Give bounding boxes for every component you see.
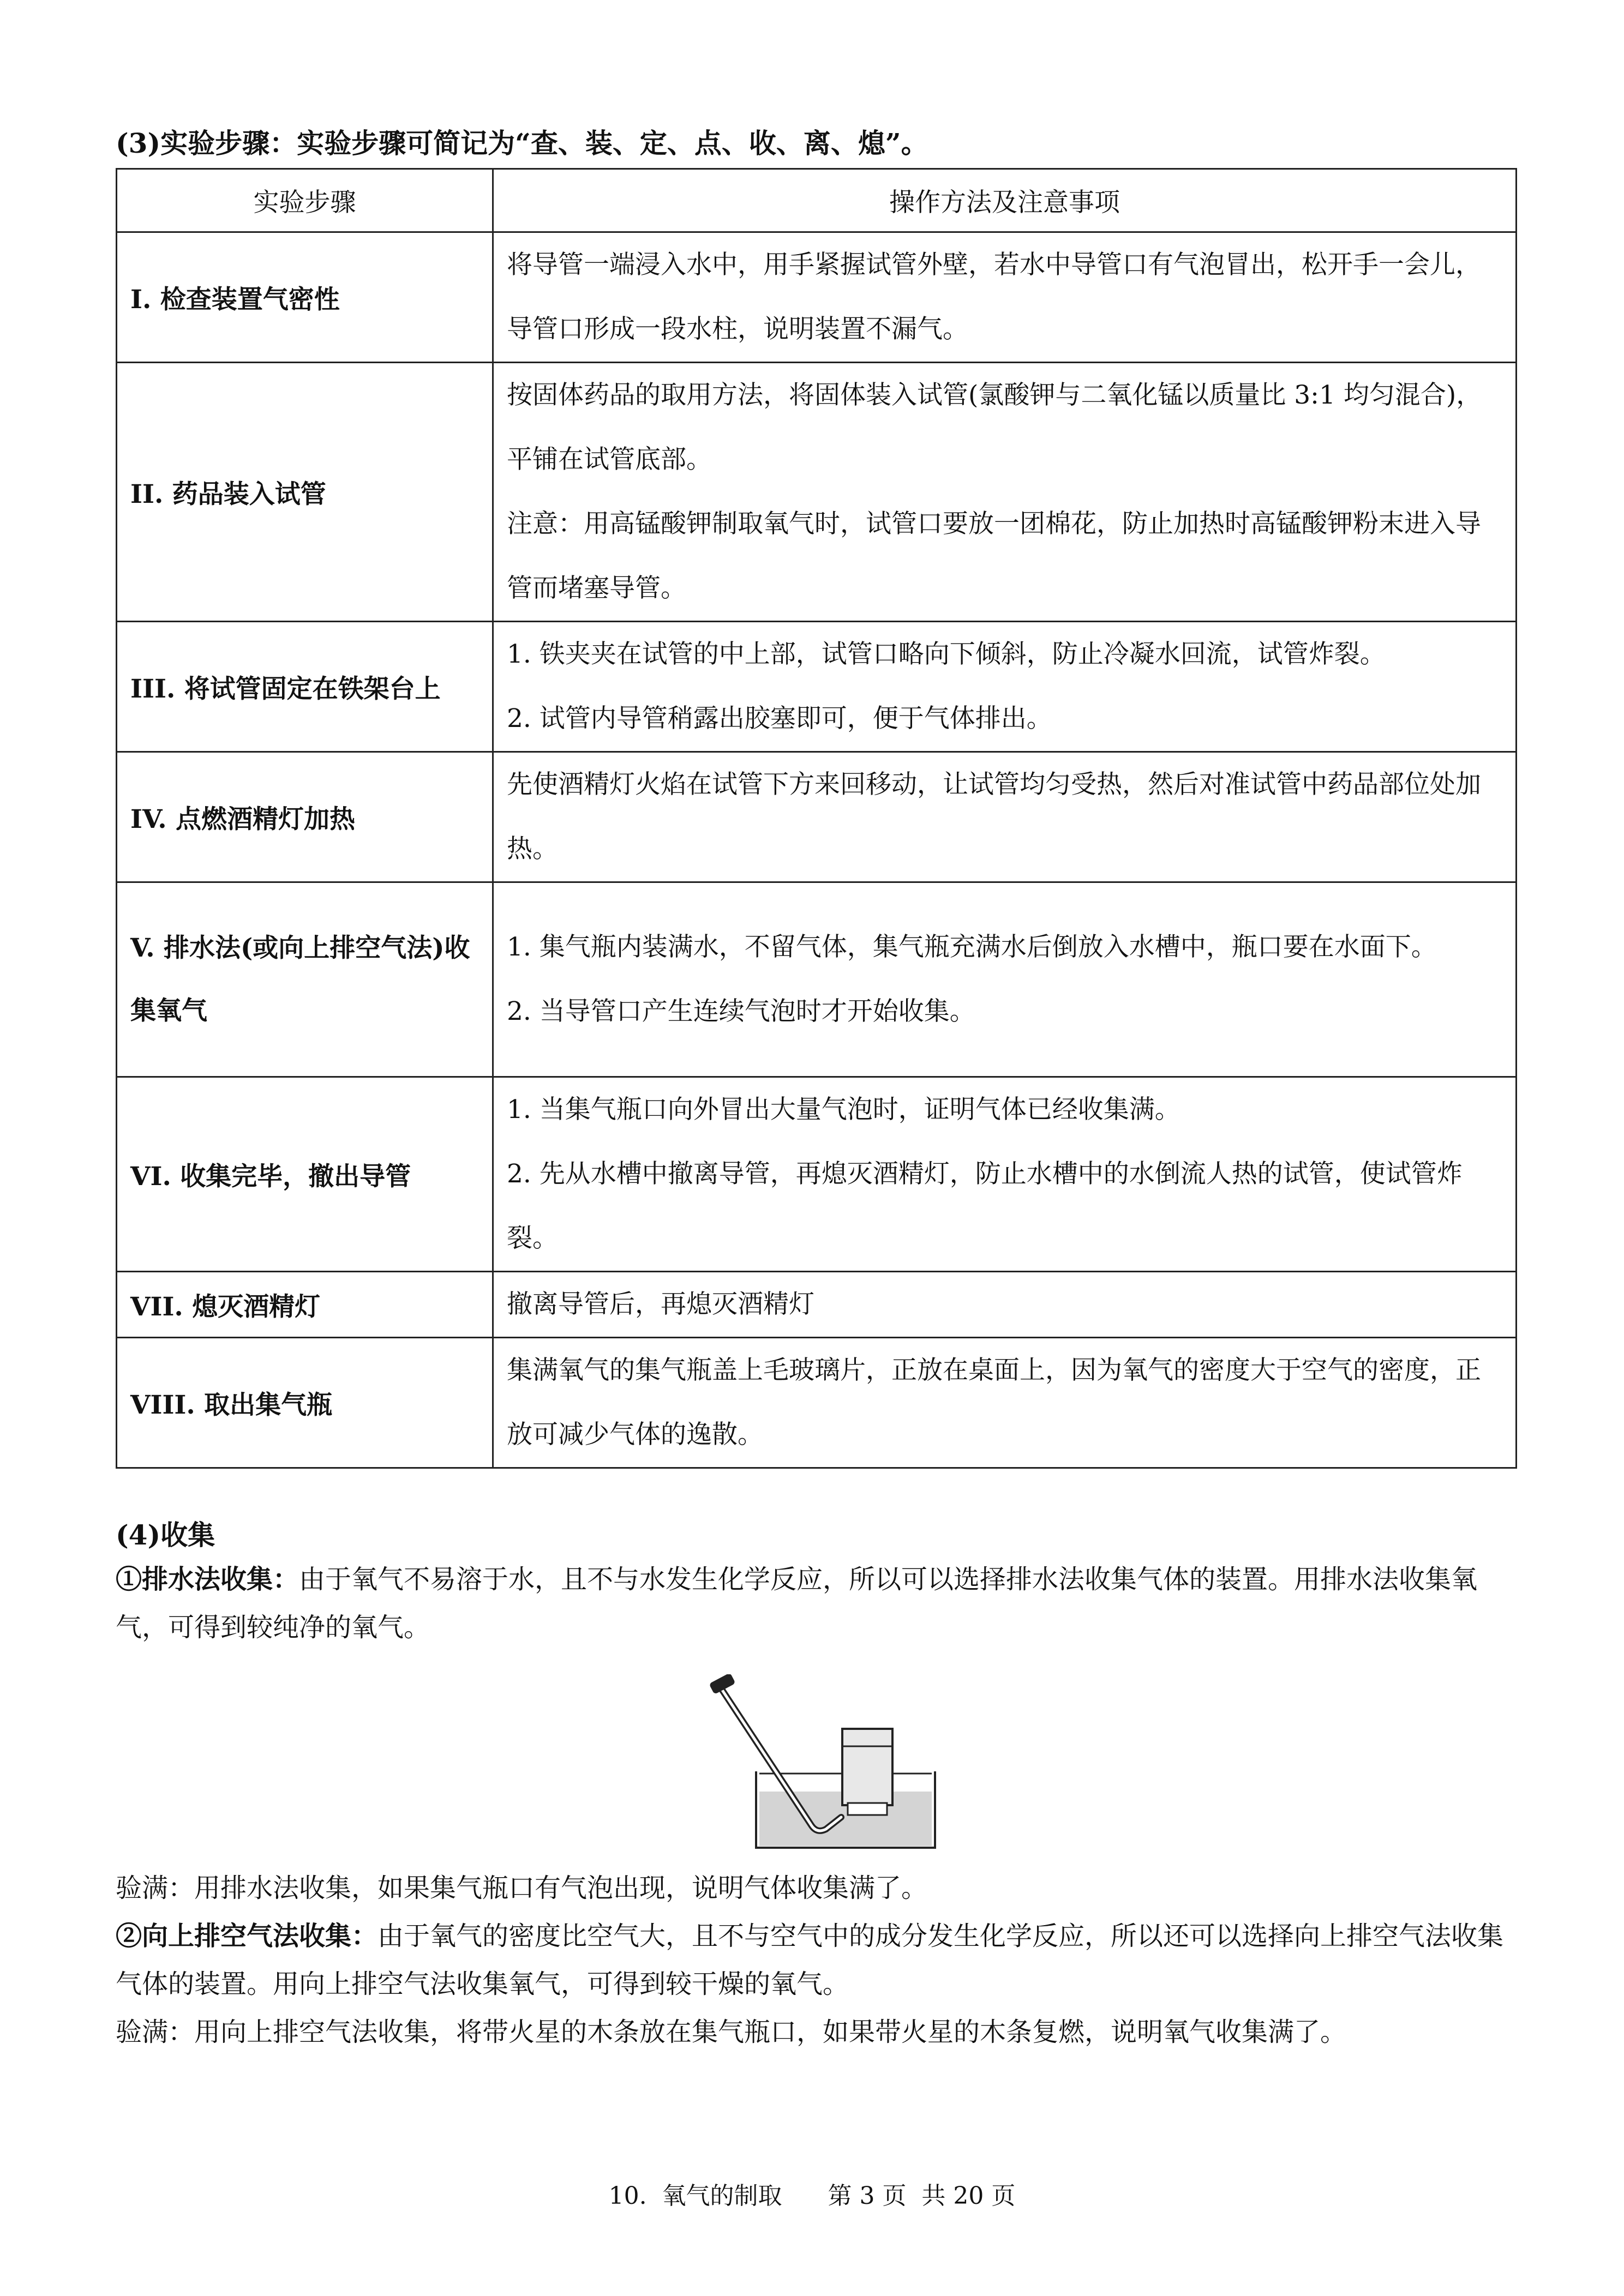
table-header-row (117, 169, 1517, 232)
step-name: I. 检查装置气密性 (117, 232, 493, 363)
table-row (117, 232, 1517, 363)
note-line: 2. 试管内导管稍露出胶塞即可，便于气体排出。 (507, 704, 1052, 734)
section4-title: (4)收集 (116, 1519, 215, 1551)
note-line: 注意：用高锰酸钾制取氧气时，试管口要放一团棉花，防止加热时高锰酸钾粉末进入导管而堵塞导管。 (507, 509, 1481, 603)
steps-table (116, 168, 1517, 1469)
note-line: 将导管一端浸入水中，用手紧握试管外壁，若水中导管口有气泡冒出，松开手一会儿，导管口形成一段水柱，说明装置不漏气。 (507, 250, 1481, 344)
table-row (117, 1338, 1517, 1468)
header-notes: 操作方法及注意事项 (493, 169, 1517, 232)
table-row (117, 1077, 1517, 1272)
table-row (117, 882, 1517, 1077)
table-row (117, 752, 1517, 882)
table-row (117, 363, 1517, 622)
note-line: 1. 当集气瓶口向外冒出大量气泡时，证明气体已经收集满。 (507, 1095, 1180, 1125)
table-row (117, 1272, 1517, 1338)
water-method-check: 验满：用排水法收集，如果集气瓶口有气泡出现，说明气体收集满了。 (116, 1873, 928, 1903)
step-name: IV. 点燃酒精灯加热 (117, 752, 493, 882)
step-name: II. 药品装入试管 (117, 363, 493, 622)
water-displacement-apparatus-figure (709, 1674, 949, 1854)
note-line: 2. 当导管口产生连续气泡时才开始收集。 (507, 996, 975, 1026)
gas-collecting-bottle (842, 1729, 892, 1805)
water-method-paragraph (116, 1555, 1512, 1651)
water-method-lead: ①排水法收集： (116, 1564, 299, 1595)
step-notes (493, 622, 1517, 752)
step-name: VI. 收集完毕，撤出导管 (117, 1077, 493, 1272)
step-notes (493, 1077, 1517, 1272)
note-line: 集满氧气的集气瓶盖上毛玻璃片，正放在桌面上，因为氧气的密度大于空气的密度，正放可减少气体的逸散。 (507, 1355, 1481, 1450)
section3-title: (3)实验步骤：实验步骤可简记为“查、装、定、点、收、离、熄”。 (116, 127, 928, 159)
note-line: 2. 先从水槽中撤离导管，再熄灭酒精灯，防止水槽中的水倒流人热的试管，使试管炸裂。 (507, 1159, 1463, 1253)
header-step: 实验步骤 (117, 169, 493, 232)
step-name: VII. 熄灭酒精灯 (117, 1272, 493, 1338)
step-notes (493, 363, 1517, 622)
note-line: 先使酒精灯火焰在试管下方来回移动，让试管均匀受热，然后对准试管中药品部位处加热。 (507, 770, 1481, 864)
air-method-check: 验满：用向上排空气法收集，将带火星的木条放在集气瓶口，如果带火星的木条复燃，说明氧气收集满了。 (116, 2017, 1347, 2047)
air-method-lead: ②向上排空气法收集： (116, 1921, 378, 1951)
step-name: III. 将试管固定在铁架台上 (117, 622, 493, 752)
step-name: VIII. 取出集气瓶 (117, 1338, 493, 1468)
step-notes (493, 232, 1517, 363)
step-notes (493, 1272, 1517, 1338)
air-method-paragraph (116, 1912, 1512, 2008)
bottle-shelf (848, 1803, 887, 1815)
step-notes (493, 882, 1517, 1077)
step-notes (493, 1338, 1517, 1468)
water-method-text: 由于氧气不易溶于水，且不与水发生化学反应，所以可以选择排水法收集气体的装置。用排水法收集氧气，可得到较纯净的氧气。 (116, 1564, 1478, 1643)
page-footer: 10. 氧气的制取 第 3 页 共 20 页 (608, 2182, 1016, 2210)
note-line: 撤离导管后，再熄灭酒精灯 (507, 1289, 814, 1319)
note-line: 1. 铁夹夹在试管的中上部，试管口略向下倾斜，防止冷凝水回流，试管炸裂。 (507, 639, 1386, 669)
air-method-text: 由于氧气的密度比空气大，且不与空气中的成分发生化学反应，所以还可以选择向上排空气法收集气体的装置。用向上排空气法收集氧气，可得到较干燥的氧气。 (116, 1921, 1504, 1999)
step-notes (493, 752, 1517, 882)
note-line: 1. 集气瓶内装满水，不留气体，集气瓶充满水后倒放入水槽中，瓶口要在水面下。 (507, 932, 1437, 962)
step-name: V. 排水法(或向上排空气法)收集氧气 (117, 882, 493, 1077)
note-line: 按固体药品的取用方法，将固体装入试管(氯酸钾与二氧化锰以质量比 3:1 均匀混合)，平铺在试管底部。 (507, 380, 1482, 474)
table-row (117, 622, 1517, 752)
